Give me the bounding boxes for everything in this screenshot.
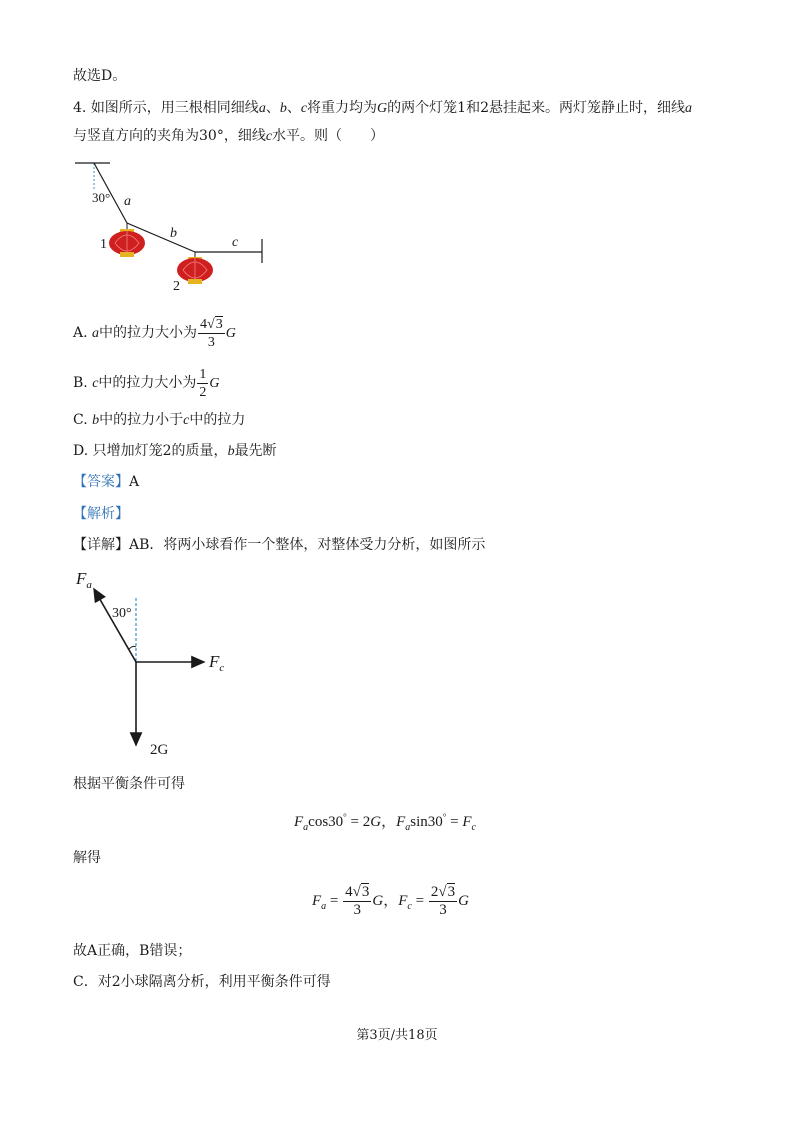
lantern-diagram (60, 155, 280, 300)
option-a: A. a中的拉力大小为 $\frac{4√3}{3}$ G (73, 316, 236, 350)
question-line-1: 4. 如图所示，用三根相同细线a、b、c将重力均为G的两个灯笼1和2悬挂起来。两灯笼静止时，细线a (73, 100, 692, 116)
angle-label-30: 30° (112, 606, 132, 621)
fc-label: $F_c$ (209, 652, 225, 674)
angle-arc (129, 646, 136, 649)
label-a: a (124, 194, 131, 209)
force-diagram (70, 565, 260, 765)
previous-answer-text: 故选D。 (73, 68, 127, 84)
detail-line: 【详解】AB．将两小球看作一个整体，对整体受力分析，如图所示 (73, 537, 486, 553)
force-fa-arrow (94, 589, 136, 662)
answer-label: 【答案】 (73, 474, 129, 490)
label-c: c (232, 235, 239, 250)
weight-label: 2G (150, 742, 169, 758)
option-b: B. c中的拉力大小为 $\frac{1}{2}$ G (73, 366, 220, 400)
analysis-label: 【解析】 (73, 506, 129, 522)
text-line-conclusion-prev (73, 66, 126, 86)
answer-value: A (129, 474, 140, 490)
lantern-2-label: 2 (173, 279, 180, 294)
equation-1: $F_a\cos 30^\circ = 2G$，$F_a\sin 30^\circ = F_c$ (294, 812, 476, 833)
option-c: C. b中的拉力小于c中的拉力 (73, 412, 246, 428)
solve-text: 解得 (73, 850, 101, 866)
conclusion-text: 故A正确，B错误； (73, 943, 192, 959)
balance-condition-text: 根据平衡条件可得 (73, 776, 185, 792)
part-c-analysis: C．对2小球隔离分析，利用平衡条件可得 (73, 974, 331, 990)
question-line-2: 与竖直方向的夹角为30°，细线c水平。则（ ） (73, 128, 385, 144)
analysis-line (73, 504, 129, 524)
option-d: D. 只增加灯笼2的质量，b最先断 (73, 443, 277, 459)
angle-label-30: 30° (92, 190, 111, 205)
detail-label: 【详解】 (73, 537, 129, 553)
equation-2: $F_a$ = $\frac{4√3}{3}$ G，$F_c$ = $\frac{2√3}{3}$ G (312, 884, 469, 918)
label-b: b (170, 226, 177, 241)
lantern-2 (177, 252, 213, 284)
question-number: 4. (73, 100, 87, 116)
fraction-4root3-over-3: $\frac{4√3}{3}$ (200, 316, 223, 350)
fraction-1-over-2: $\frac{1}{2}$ (199, 366, 207, 400)
lantern-1-label: 1 (100, 237, 107, 252)
page-footer (0, 1024, 794, 1043)
page-number: 第3页/共18页 (356, 1028, 438, 1043)
fa-label: $F_a$ (76, 569, 92, 591)
answer-line (73, 472, 139, 492)
